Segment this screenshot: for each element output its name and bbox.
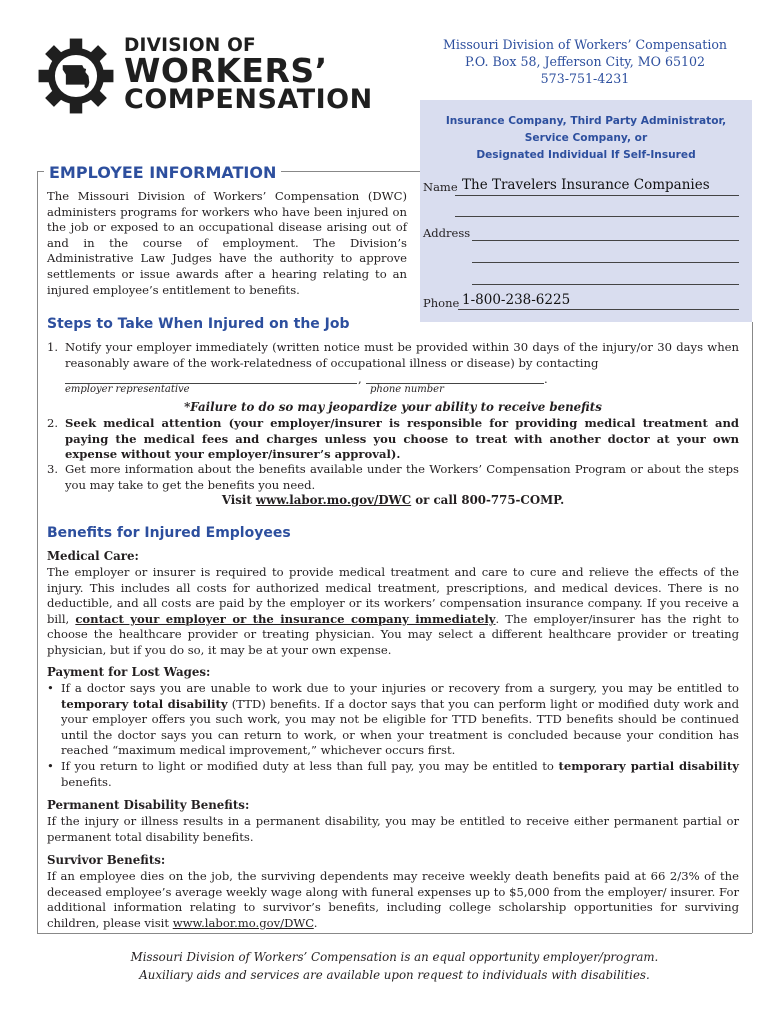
insurer-address-line-2[interactable] [472, 262, 739, 263]
insurer-phone-line [458, 309, 739, 310]
employer-rep-caption: employer representative [65, 384, 190, 395]
footer [37, 948, 752, 984]
wages-b1-post: (TTD) benefits. If a doctor says that you can perform light or modified duty work and your employer offers you such work, you may not be eligible for TTD benefits. TTD benefits should be continued until the doctor says you can return to work, or when your treatment is concluded because your condition has reached “maximum medical improvement,” whichever occurs first. [61, 696, 740, 758]
survivor-benefits-heading: Survivor Benefits: [47, 853, 166, 867]
step-1-text: Notify your employer immediately (written notice must be provided within 30 days of the injury/or 30 days when reasonably aware of the work-relatedness of occupational illness or disease) by contacting [65, 340, 739, 370]
step-3-number: 3. [47, 462, 59, 476]
bullet-icon: • [47, 759, 54, 773]
insurer-address-line-3[interactable] [472, 284, 739, 285]
comma-separator: , [358, 372, 362, 386]
insurer-box-title [428, 113, 744, 164]
logo-line-division: DIVISION OF [124, 35, 256, 56]
wages-b2-pre: If you return to light or modified duty at less than full pay, you may be entitled to [61, 759, 554, 773]
insurer-name-line [455, 195, 739, 196]
step-1 [47, 340, 739, 371]
logo-line-workers: WORKERS’ [124, 51, 328, 90]
insurer-title-line3: Designated Individual If Self-Insured [476, 149, 696, 161]
frame-right-border [752, 322, 753, 933]
survivor-end: . [313, 915, 318, 930]
agency-phone: 573-751-4231 [540, 71, 630, 86]
frame-bottom-border [37, 933, 752, 934]
insurer-address-label: Address [423, 226, 471, 240]
footer-line1: Missouri Division of Workers’ Compensation is an equal opportunity employer/program. [130, 950, 659, 964]
medical-text-part1: The employer or insurer is required to provide medical treatment and care to cure and relieve the effects of the injury. This includes all costs for authorized medical treatment, prescriptions, and medical devices. There is no deductible, and all costs are paid by the employer or its workers’ compensation insurance company. If you receive a bill, [47, 565, 739, 626]
survivor-text: If an employee dies on the job, the surviving dependents may receive weekly death benefits paid at 66 2/3% of the deceased employee’s average weekly wage along with funeral expenses up to $5,000 from the employer/ insurer. For additional information relating to survivor’s benefits, including college scholarship opportunities for surviving children, please visit [47, 869, 739, 930]
logo-line-compensation: COMPENSATION [124, 84, 373, 115]
insurer-name-label: Name [423, 180, 458, 194]
visit-prefix: Visit [221, 493, 252, 507]
step-3-text: Get more information about the benefits available under the Workers’ Compensation Program or about the steps you may take to get the benefits you need. [65, 462, 739, 492]
insurer-name-line-2 [455, 216, 739, 217]
wages-b1-term: temporary total disability [61, 696, 228, 711]
lost-wages-bullet-1 [47, 681, 739, 759]
step-2-number: 2. [47, 416, 59, 430]
visit-link[interactable]: www.labor.mo.gov/DWC [255, 493, 412, 507]
insurer-name-value[interactable]: The Travelers Insurance Companies [462, 177, 710, 193]
insurer-title-line2: Service Company, or [524, 132, 648, 144]
permanent-disability-text: If the injury or illness results in a permanent disability, you may be entitled to receive either permanent partial or permanent total disability benefits. [47, 814, 739, 844]
step-2-text: Seek medical attention (your employer/insurer is responsible for providing medical treatment and paying the medical fees and charges unless you choose to treat with another doctor at your own expense without your employer/insurer’s approval). [65, 416, 739, 462]
medical-care-text [47, 565, 739, 659]
visit-suffix: or call 800-775-COMP. [415, 493, 565, 507]
insurer-phone-label: Phone [423, 296, 460, 310]
wages-b2-post: benefits. [61, 774, 112, 789]
insurer-address-line-1[interactable] [472, 240, 739, 241]
agency-header [420, 36, 750, 87]
medical-care-heading: Medical Care: [47, 549, 139, 563]
footer-line2: Auxiliary aids and services are available upon request to individuals with disabilities. [139, 968, 650, 982]
logo-wordmark [124, 36, 373, 114]
gear-with-missouri-map-icon [37, 37, 115, 115]
wages-b2-term: temporary partial disability [558, 759, 739, 773]
permanent-disability-heading: Permanent Disability Benefits: [47, 798, 250, 812]
lost-wages-bullet-2 [47, 759, 739, 790]
agency-address: P.O. Box 58, Jefferson City, MO 65102 [464, 54, 706, 69]
benefits-title: Benefits for Injured Employees [47, 525, 291, 541]
visit-line [47, 493, 739, 507]
step-1-number: 1. [47, 340, 59, 354]
lost-wages-heading: Payment for Lost Wages: [47, 665, 211, 679]
wages-b1-pre: If a doctor says you are unable to work due to your injuries or recovery from a surgery, you may be entitled to [61, 681, 739, 695]
frame-left-border [37, 171, 38, 933]
period-separator: . [544, 372, 548, 386]
phone-number-caption: phone number [370, 384, 444, 395]
medical-text-part2: . The employer/insurer has the right to choose the healthcare provider or treating physician. You may select a different healthcare provider or treating physician, but if you do so, it may be at your own expense. [47, 611, 739, 657]
agency-name: Missouri Division of Workers’ Compensation [442, 37, 728, 52]
survivor-link[interactable]: www.labor.mo.gov/DWC [172, 915, 314, 930]
medical-contact-emphasis: contact your employer or the insurance company immediately [75, 611, 496, 626]
bullet-icon: • [47, 681, 54, 695]
employee-info-intro: The Missouri Division of Workers’ Compensation (DWC) administers programs for workers who have been injured on the job or exposed to an occupational disease arising out of and in the course of employment. The Division’s Administrative Law Judges have the authority to approve settlements or issue awards after a hearing relating to an injured employee’s entitlement to benefits. [47, 189, 407, 297]
failure-warning: *Failure to do so may jeopardize your ability to receive benefits [184, 400, 602, 414]
survivor-benefits-text [47, 869, 739, 931]
insurer-phone-value[interactable]: 1-800-238-6225 [462, 292, 571, 308]
steps-title: Steps to Take When Injured on the Job [47, 316, 350, 332]
employee-info-title: EMPLOYEE INFORMATION [44, 163, 281, 182]
step-3 [47, 462, 739, 493]
insurer-title-line1: Insurance Company, Third Party Administrator, [445, 115, 727, 127]
step-2 [47, 416, 739, 463]
